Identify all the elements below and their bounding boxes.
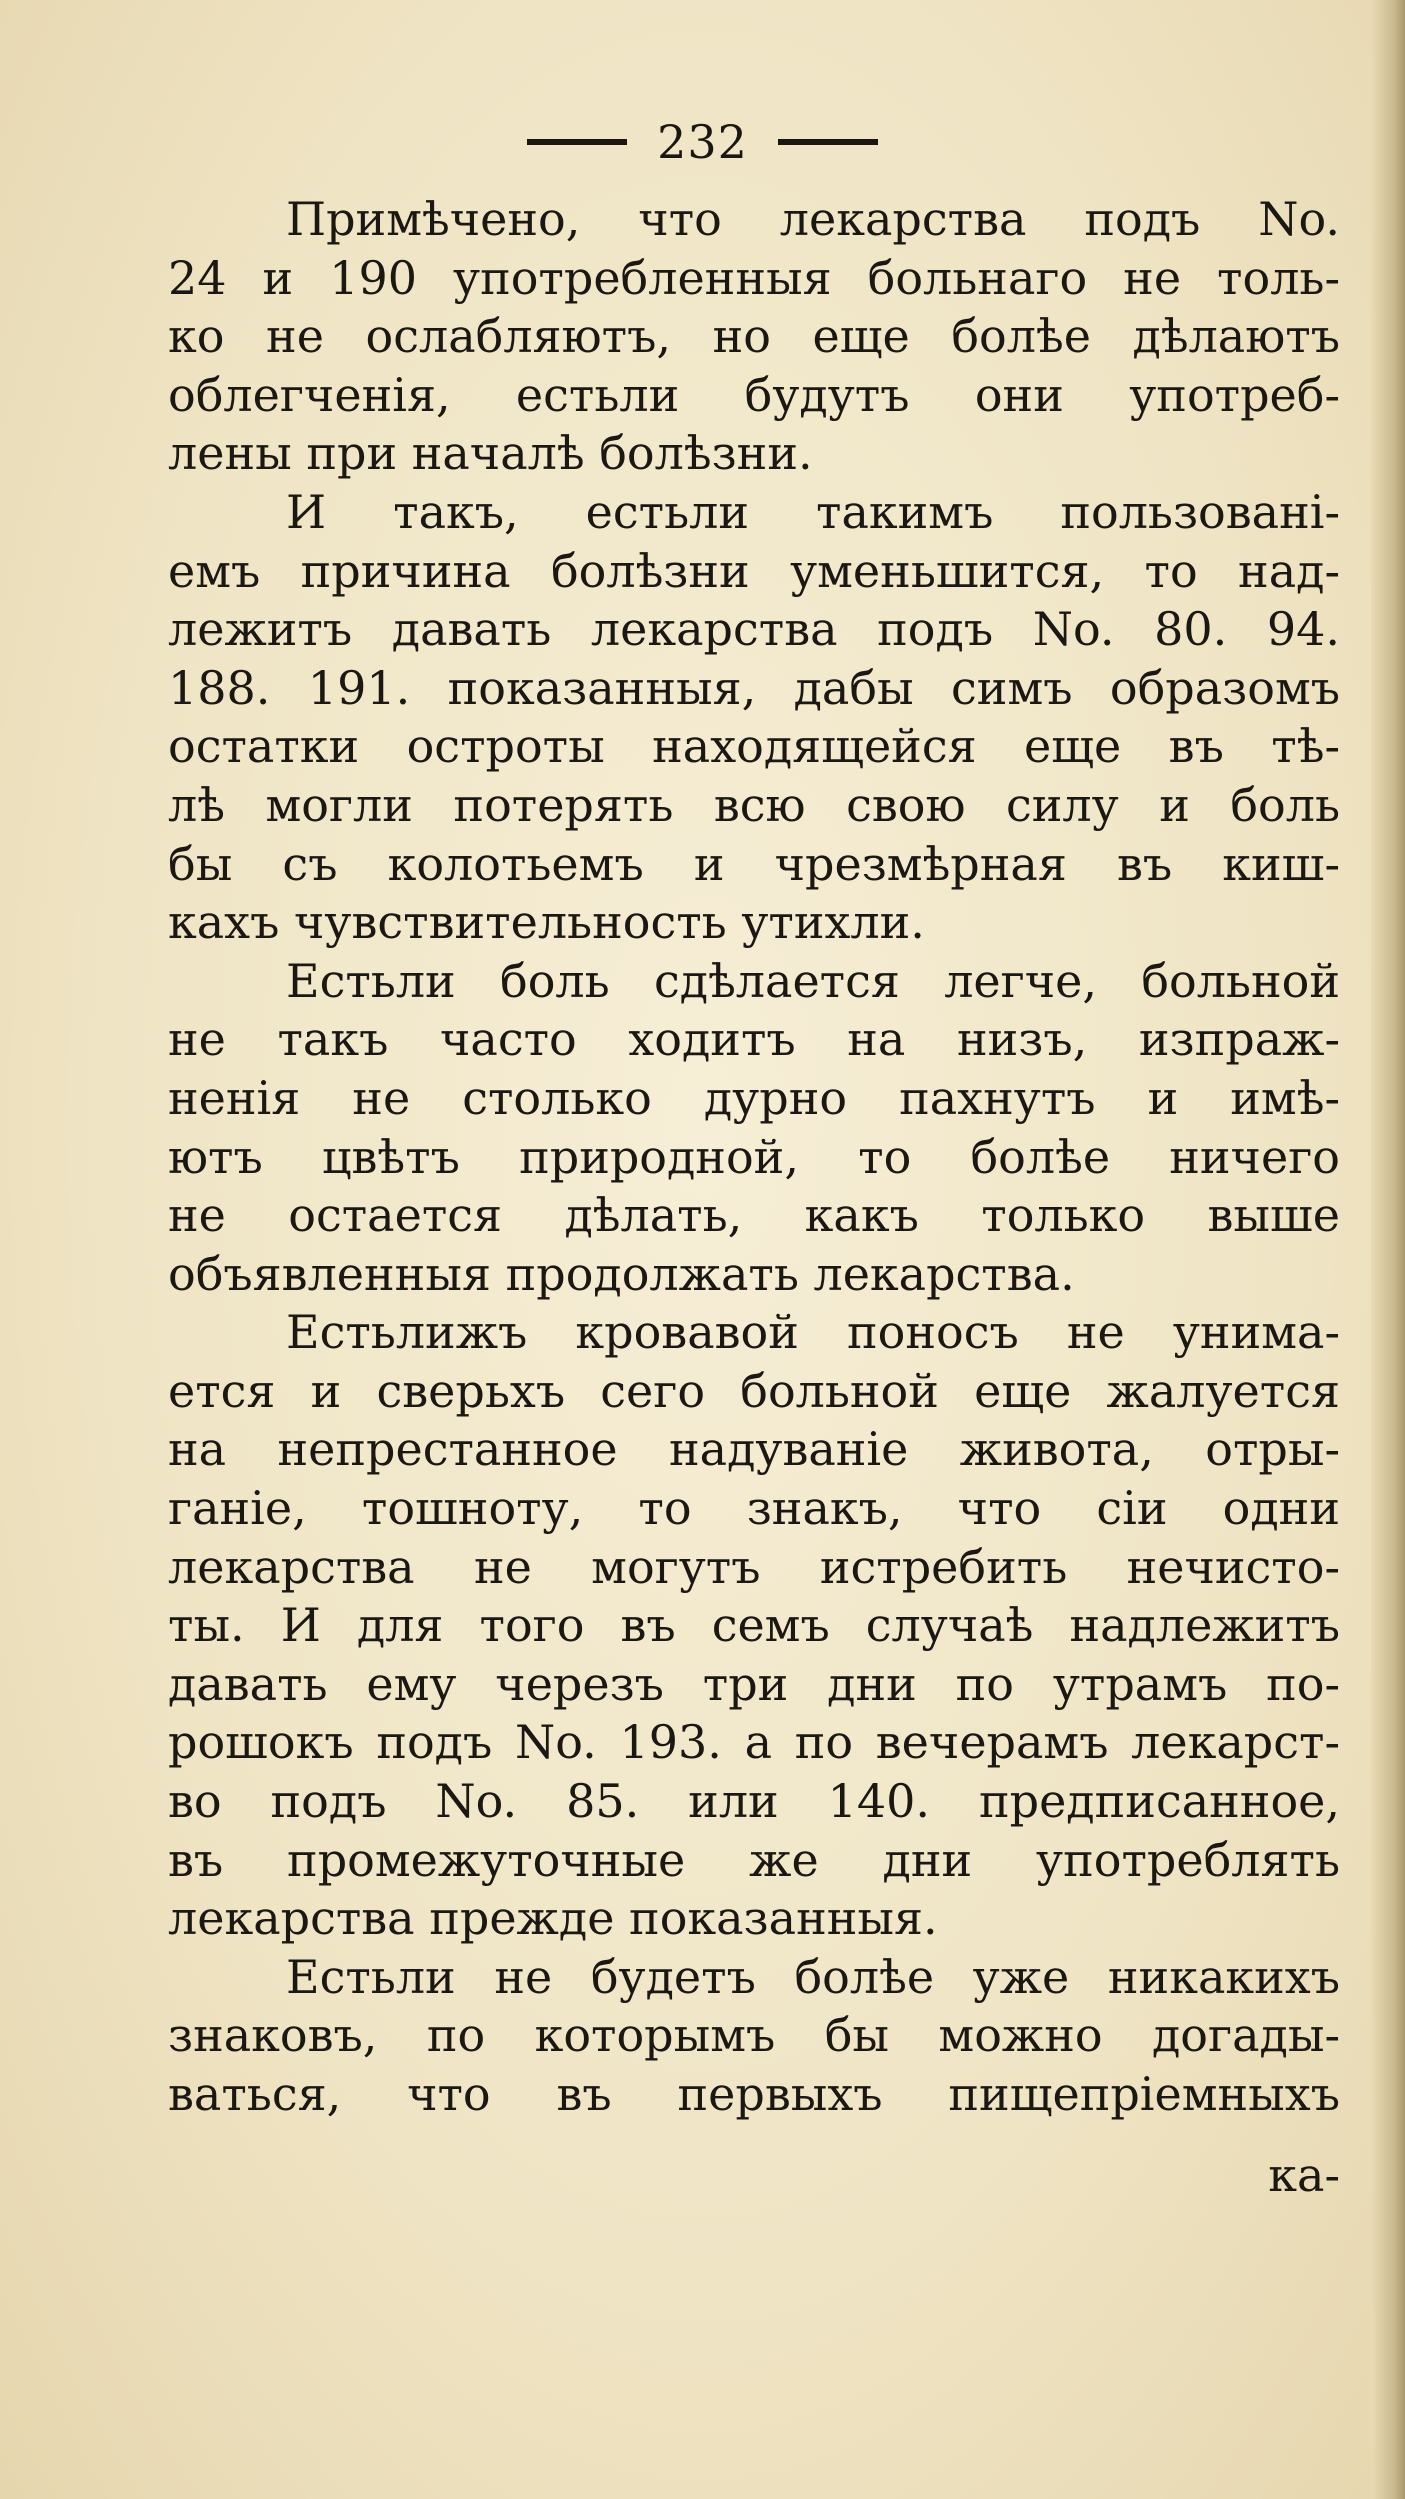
text-line: кахъ чувствительность утихли. — [168, 895, 925, 950]
text-line: лекарства прежде показанныя. — [168, 1891, 938, 1946]
text-line: на непрестанное надуваніе живота, отры- — [168, 1422, 1340, 1477]
text-line: ютъ цвѣтъ природной, то болѣе ничего — [168, 1129, 1340, 1184]
text-line: въ промежуточные же дни употреблять — [168, 1832, 1340, 1887]
text-line: не такъ часто ходитъ на низъ, изпраж- — [168, 1012, 1340, 1067]
text-line: давать ему черезъ три дни по утрамъ по- — [168, 1656, 1340, 1711]
text-line: лены при началѣ болѣзни. — [168, 426, 813, 481]
text-line: И такъ, естьли такимъ пользовані- — [286, 484, 1340, 539]
text-line: во подъ No. 85. или 140. предписанное, — [168, 1774, 1340, 1829]
text-line: объявленныя продолжать лекарства. — [168, 1246, 1075, 1301]
page-number: 232 — [657, 115, 748, 169]
text-line: знаковъ, по которымъ бы можно догады- — [168, 2008, 1340, 2063]
text-line: ваться, что въ первыхъ пищепріемныхъ — [168, 2067, 1340, 2121]
text-line: рошокъ подъ No. 193. а по вечерамъ лекарст- — [168, 1715, 1340, 1770]
header-dash-right — [778, 139, 878, 145]
text-line: бы съ колотьемъ и чрезмѣрная въ киш- — [168, 836, 1340, 891]
text-line: Естьлижъ кровавой поносъ не унима- — [286, 1305, 1340, 1360]
catchword: ка- — [1268, 2148, 1340, 2202]
text-line: лекарства не могутъ истребить нечисто- — [168, 1539, 1340, 1594]
text-line: 24 и 190 употребленныя больнаго не толь- — [168, 250, 1340, 305]
page-header — [0, 112, 1405, 172]
text-line: облегченія, естьли будутъ они употреб- — [168, 367, 1340, 422]
text-line: ко не ослабляютъ, но еще болѣе дѣлаютъ — [168, 309, 1340, 364]
text-line: Естьли боль сдѣлается легче, больной — [286, 953, 1340, 1008]
text-line: ты. И для того въ семъ случаѣ надлежитъ — [168, 1598, 1340, 1653]
text-line: не остается дѣлать, какъ только выше — [168, 1188, 1340, 1243]
text-line: ганіе, тошноту, то знакъ, что сіи одни — [168, 1481, 1340, 1536]
text-line: емъ причина болѣзни уменьшится, то над- — [168, 543, 1340, 598]
text-line: ется и сверьхъ сего больной еще жалуется — [168, 1363, 1340, 1418]
text-line: ненія не столько дурно пахнутъ и имѣ- — [168, 1070, 1340, 1125]
text-line: лѣ могли потерять всю свою силу и боль — [168, 777, 1340, 832]
text-line: остатки остроты находящейся еще въ тѣ- — [168, 719, 1340, 774]
text-line: лежитъ давать лекарства подъ No. 80. 94. — [168, 602, 1340, 657]
body-text — [168, 190, 1340, 2124]
header-dash-left — [527, 139, 627, 145]
text-line: Примѣчено, что лекарства подъ No. — [286, 192, 1340, 246]
page-edge — [1371, 0, 1405, 2499]
text-line: 188. 191. показанныя, дабы симъ образомъ — [168, 660, 1340, 715]
text-line: Естьли не будетъ болѣе уже никакихъ — [286, 1949, 1340, 2004]
